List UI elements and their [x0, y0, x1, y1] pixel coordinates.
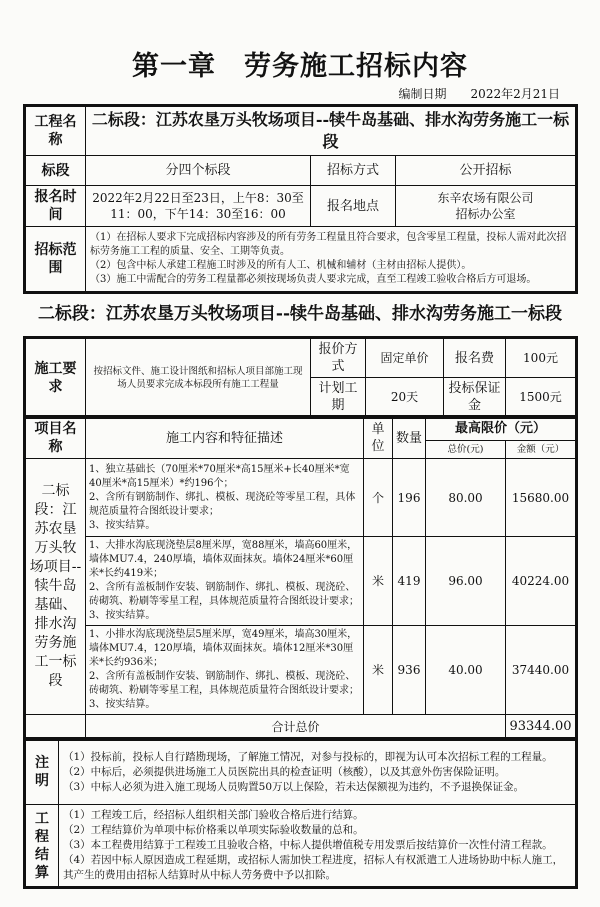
page-title: 第一章 劳务施工招标内容: [132, 51, 468, 82]
item-price: 40.00: [426, 626, 506, 715]
reg-place-line1: 东辛农场有限公司: [437, 191, 534, 205]
desc-line: 3、按实结算。: [89, 610, 156, 621]
blank-cell: [26, 715, 86, 739]
method-value: 公开招标: [396, 156, 576, 186]
table-row: [26, 626, 576, 715]
section-value: 分四个标段: [86, 156, 311, 186]
desc-line: 1、大排水沟底现浇垫层8厘米厚，宽88厘米，墙高60厘米，墙体MU7.4，240厚墙，墙体双面抹灰。墙体24厘米*60厘米*长约419米；: [89, 540, 358, 579]
header-unit-price: 总价(元): [426, 440, 506, 458]
settlement-item: （4）若因中标人原因造成工程延期，或招标人需加快工程进度，招标人有权派遣工人进场协助中标人施工，其产生的费用由招标人结算时从中标人劳务费中予以扣除。: [63, 854, 564, 881]
reg-place-label: 报名地点: [311, 186, 396, 227]
header-desc: 施工内容和特征描述: [86, 418, 364, 459]
item-qty: 196: [393, 459, 426, 537]
table-row: [26, 459, 576, 537]
header-unit: 单位: [364, 418, 393, 459]
total-label: 合计总价: [86, 715, 506, 739]
header-qty: 数量: [393, 418, 426, 459]
total-value: 93344.00: [506, 715, 576, 739]
item-unit: 米: [364, 537, 393, 626]
quote-value: 固定单价: [366, 339, 444, 378]
info-table: [25, 106, 576, 292]
desc-line: 2、含所有盖板制作安装、钢筋制作、绑扎、模板、现浇砼、砖砌筑、粉刷等零星工程，具体规范质量符合图纸设计要求；: [89, 582, 359, 607]
compile-date: [0, 86, 560, 102]
total-row: [26, 715, 576, 739]
settlement-label: 工程结算: [26, 805, 59, 887]
table-row: [26, 537, 576, 626]
fee-value: 100元: [506, 339, 576, 378]
scope-item: （3）施工中需配合的劳务工程量都必须按现场负责人要求完成，直至工程竣工验收合格后方可退场。: [90, 274, 537, 285]
fee-label: 报名费: [444, 339, 506, 378]
item-price: 80.00: [426, 459, 506, 537]
desc-line: 2、含所有钢筋制作、绑扎、模板、现浇砼等零星工程，具体规范质量符合图纸设计要求；: [89, 491, 356, 517]
item-amount: 40224.00: [506, 537, 576, 626]
desc-line: 3、按实结算。: [89, 699, 156, 710]
notes-list: [59, 740, 576, 805]
date-label: 编制日期: [398, 87, 447, 101]
header-amount: 金额（元）: [506, 440, 576, 458]
method-label: 招标方式: [311, 156, 396, 186]
item-qty: 936: [393, 626, 426, 715]
scope-list: [86, 227, 576, 292]
item-price: 96.00: [426, 537, 506, 626]
settlement-item: （1）工程竣工后，经招标人组织相关部门验收合格后进行结算。: [63, 809, 364, 821]
period-value: 20天: [366, 378, 444, 417]
item-amount: 37440.00: [506, 626, 576, 715]
item-desc: [86, 626, 364, 715]
project-name: 二标段：江苏农垦万头牧场项目--犊牛岛基础、排水沟劳务施工一标段: [86, 107, 576, 156]
header-max-price: 最高限价（元）: [426, 418, 576, 441]
item-project-name: 二标段：江苏农垦万头牧场项目--犊牛岛基础、排水沟劳务施工一标段: [26, 459, 86, 715]
reg-place-line2: 招标办公室: [455, 207, 516, 221]
settlement-item: （2）工程结算价为单项中标价格乘以单项实际验收数量的总和。: [63, 824, 364, 836]
item-unit: 米: [364, 626, 393, 715]
items-table: [25, 417, 576, 739]
notes-table: [25, 739, 576, 887]
deposit-value: 1500元: [506, 378, 576, 417]
req-value: 按招标文件、施工设计图纸和招标人项目部施工现场人员要求完成本标段所有施工工程量: [86, 339, 311, 417]
project-name-label: 工程名称: [26, 107, 86, 156]
req-label: 施工要求: [26, 339, 86, 417]
reg-time-label: 报名时间: [26, 186, 86, 227]
quote-label: 报价方式: [311, 339, 366, 378]
deposit-label: 投标保证金: [444, 378, 506, 417]
desc-line: 3、按实结算。: [89, 519, 156, 531]
scope-item: （2）包含中标人承建工程施工时涉及的所有人工、机械和辅材（主材由招标人提供）。: [90, 260, 472, 271]
requirement-table: [25, 338, 576, 417]
section-label: 标段: [26, 156, 86, 186]
note-item: （3）中标人必须为进入施工现场人员购置50万以上保险，若未达保额视为违约，不予退换保证金。: [63, 780, 525, 793]
item-desc: [86, 537, 364, 626]
period-label: 计划工期: [311, 378, 366, 417]
settlement-list: [59, 805, 576, 887]
header-project: 项目名称: [26, 418, 86, 459]
note-item: （1）投标前，投标人自行踏勘现场，了解施工情况，对参与投标的，即视为认可本次招标工程的工程量。: [63, 750, 553, 763]
scope-label: 招标范围: [26, 227, 86, 292]
item-unit: 个: [364, 459, 393, 537]
desc-line: 1、小排水沟底现浇垫层5厘米厚，宽49厘米，墙高30厘米，墙体MU7.4，120厚墙，墙体双面抹灰。墙体12厘米*30厘米*长约936米；: [89, 629, 358, 668]
scope-item: （1）在招标人要求下完成招标内容涉及的所有劳务工程量且符合要求，包含零星工程量，投标人需对此次招标劳务施工工程的质量、安全、工期等负责。: [90, 232, 567, 257]
desc-line: 1、独立基础长（70厘米*70厘米*高15厘米+长40厘米*宽40厘米*高15厘米）*约196个；: [89, 463, 350, 489]
desc-line: 2、含所有盖板制作安装、钢筋制作、绑扎、模板、现浇砼、砖砌筑、粉刷等零星工程，具体规范质量符合图纸设计要求；: [89, 671, 359, 696]
notes-label: 注明: [26, 740, 59, 805]
reg-time-value: 2022年2月22日至23日，上午8：30至11：00，下午14：30至16：00: [86, 186, 311, 227]
section-heading: 二标段：江苏农垦万头牧场项目--犊牛岛基础、排水沟劳务施工一标段: [37, 304, 563, 324]
item-qty: 419: [393, 537, 426, 626]
item-amount: 15680.00: [506, 459, 576, 537]
note-item: （2）中标后，必须提供进场施工人员医院出具的检查证明（核酸），以及其意外伤害保险证明。: [63, 765, 506, 778]
date-value: 2022年2月21日: [470, 87, 560, 101]
reg-place-value: [396, 186, 576, 227]
item-desc: [86, 459, 364, 537]
settlement-item: （3）本工程费用结算于工程竣工且验收合格，中标人提供增值税专用发票后按结算价一次性付清工程款。: [63, 839, 553, 851]
